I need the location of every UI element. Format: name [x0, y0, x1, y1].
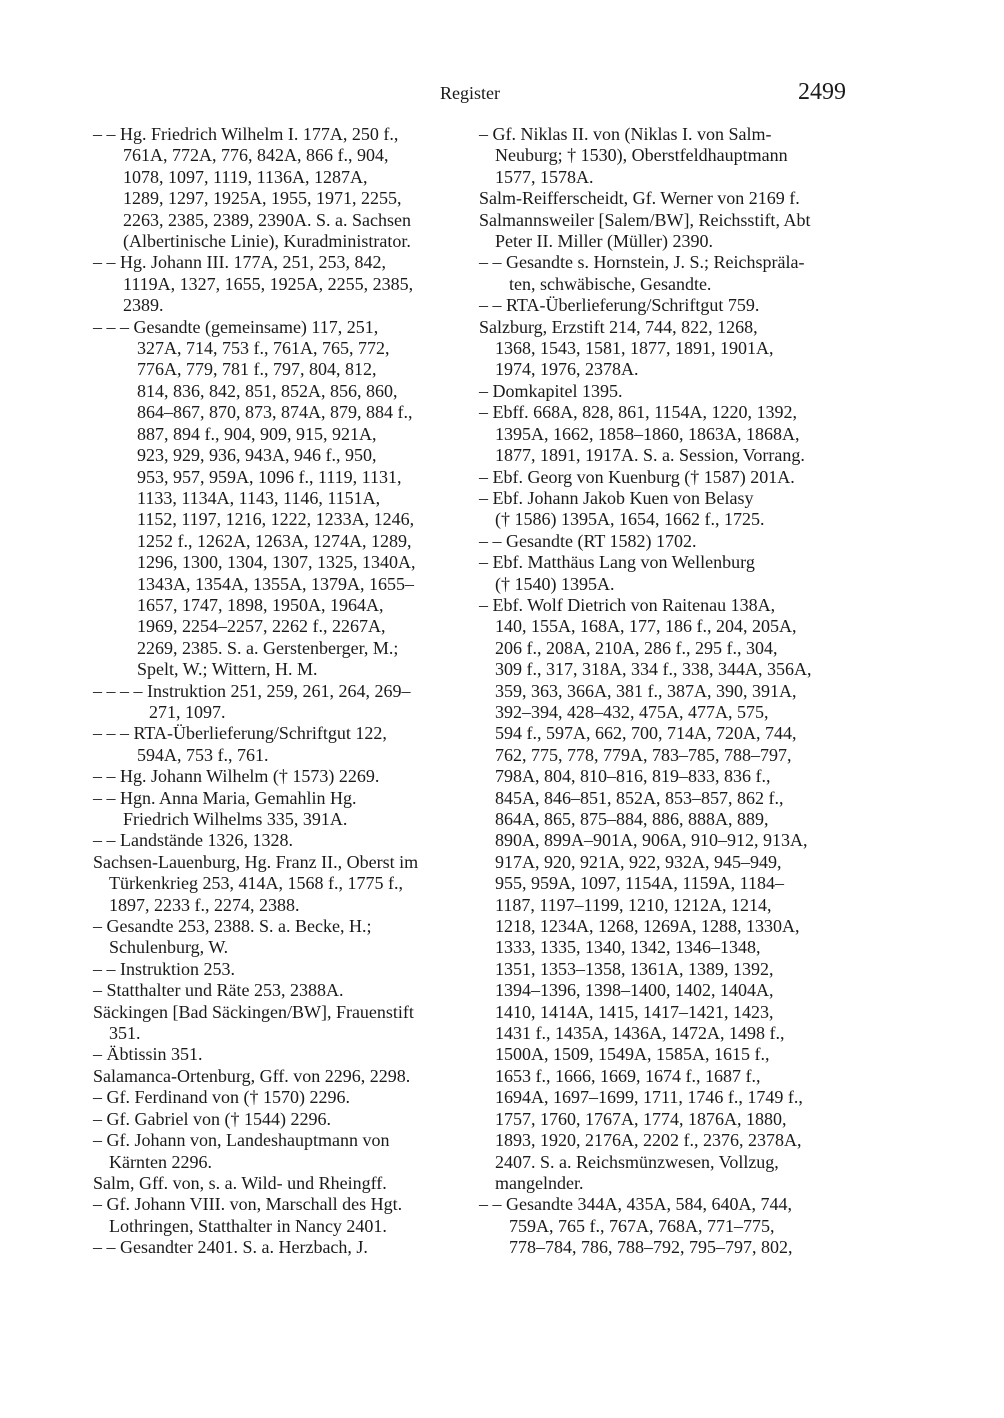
index-entry-continuation-line: 271, 1097.	[149, 701, 226, 722]
index-entry-heading-line: – – Landstände 1326, 1328.	[93, 830, 293, 851]
index-entry-continuation-line: (Albertinische Linie), Kuradministrator.	[123, 231, 411, 252]
index-entry-heading-line: – Ebf. Georg von Kuenburg († 1587) 201A.	[479, 466, 795, 487]
index-entry-heading-line: – Gesandte 253, 2388. S. a. Becke, H.;	[93, 916, 372, 937]
index-column-left	[93, 124, 463, 1259]
index-entry-heading-line: – Ebf. Johann Jakob Kuen von Belasy	[479, 487, 754, 508]
index-entry-continuation-line: Peter II. Miller (Müller) 2390.	[495, 231, 713, 252]
index-entry	[479, 467, 849, 488]
index-entry-continuation-line: 1133, 1134A, 1143, 1146, 1151A,	[137, 487, 381, 508]
index-entry-heading-line: – – – Gesandte (gemeinsame) 117, 251,	[93, 316, 379, 337]
index-entry-continuation-line: 1694A, 1697–1699, 1711, 1746 f., 1749 f.,	[495, 1087, 803, 1108]
index-entry-heading-line: – Domkapitel 1395.	[479, 380, 623, 401]
index-entry-continuation-line: ten, schwäbische, Gesandte.	[509, 273, 712, 294]
index-entry-heading-line: – – Gesandte s. Hornstein, J. S.; Reichspräla-	[479, 252, 805, 273]
index-entry	[93, 681, 463, 724]
index-entry-continuation-line: 1289, 1297, 1925A, 1955, 1971, 2255,	[123, 188, 402, 209]
index-entry-heading-line: Salamanca-Ortenburg, Gff. von 2296, 2298.	[93, 1065, 411, 1086]
index-entry-continuation-line: 1969, 2254–2257, 2262 f., 2267A,	[137, 616, 386, 637]
index-entry-continuation-line: Spelt, W.; Wittern, H. M.	[137, 659, 318, 680]
index-column-right	[479, 124, 849, 1259]
index-entry-continuation-line: 1893, 1920, 2176A, 2202 f., 2376, 2378A,	[495, 1130, 802, 1151]
index-entry	[93, 1130, 463, 1173]
index-entry-heading-line: – Ebf. Matthäus Lang von Wellenburg	[479, 552, 755, 573]
index-entry-continuation-line: 1296, 1300, 1304, 1307, 1325, 1340A,	[137, 552, 416, 573]
index-entry-continuation-line: 864–867, 870, 873, 874A, 879, 884 f.,	[137, 402, 413, 423]
index-entry	[479, 402, 849, 466]
index-entry-continuation-line: 1368, 1543, 1581, 1877, 1891, 1901A,	[495, 338, 774, 359]
index-entry	[479, 252, 849, 295]
index-entry-continuation-line: 762, 775, 778, 779A, 783–785, 788–797,	[495, 744, 792, 765]
index-entry-heading-line: – – Hgn. Anna Maria, Gemahlin Hg.	[93, 787, 357, 808]
index-entry	[93, 1002, 463, 1045]
index-entry-continuation-line: 1119A, 1327, 1655, 1925A, 2255, 2385,	[123, 273, 414, 294]
index-entry	[479, 317, 849, 381]
index-entry	[479, 1194, 849, 1258]
index-entry-continuation-line: 1877, 1891, 1917A. S. a. Session, Vorrang.	[495, 445, 805, 466]
index-entry	[93, 852, 463, 916]
index-entry-continuation-line: 955, 959A, 1097, 1154A, 1159A, 1184–	[495, 873, 784, 894]
index-entry-continuation-line: 798A, 804, 810–816, 819–833, 836 f.,	[495, 766, 771, 787]
index-entry-heading-line: – Gf. Johann von, Landeshauptmann von	[93, 1130, 390, 1151]
index-entry-continuation-line: 1757, 1760, 1767A, 1774, 1876A, 1880,	[495, 1108, 787, 1129]
index-entry-continuation-line: 1657, 1747, 1898, 1950A, 1964A,	[137, 594, 384, 615]
index-entry-continuation-line: 1410, 1414A, 1415, 1417–1421, 1423,	[495, 1001, 774, 1022]
index-entry	[479, 595, 849, 1194]
index-entry	[93, 980, 463, 1001]
index-entry-heading-line: – Äbtissin 351.	[93, 1044, 203, 1065]
index-entry-continuation-line: 814, 836, 842, 851, 852A, 856, 860,	[137, 380, 398, 401]
index-entry-continuation-line: 1187, 1197–1199, 1210, 1212A, 1214,	[495, 894, 772, 915]
index-entry-heading-line: – – Gesandte 344A, 435A, 584, 640A, 744,	[479, 1194, 792, 1215]
index-entry-continuation-line: mangelnder.	[495, 1172, 584, 1193]
index-entry	[479, 552, 849, 595]
index-entry-continuation-line: Friedrich Wilhelms 335, 391A.	[123, 809, 348, 829]
index-entry-continuation-line: 1152, 1197, 1216, 1222, 1233A, 1246,	[137, 509, 415, 530]
index-entry-heading-line: Salm, Gff. von, s. a. Wild- und Rheingff.	[93, 1172, 387, 1193]
index-entry-heading-line: Säckingen [Bad Säckingen/BW], Frauenstift	[93, 1001, 414, 1022]
index-entry	[479, 124, 849, 188]
index-entry-heading-line: – Gf. Gabriel von († 1544) 2296.	[93, 1108, 331, 1129]
index-entry-heading-line: – Gf. Niklas II. von (Niklas I. von Salm-	[479, 124, 772, 144]
index-entry-heading-line: Salm-Reifferscheidt, Gf. Werner von 2169 f.	[479, 188, 800, 209]
index-entry-heading-line: – – Instruktion 253.	[93, 958, 235, 979]
index-entry-heading-line: – – Gesandter 2401. S. a. Herzbach, J.	[93, 1237, 368, 1258]
index-entry-continuation-line: 2263, 2385, 2389, 2390A. S. a. Sachsen	[123, 209, 411, 230]
index-entry-continuation-line: 1218, 1234A, 1268, 1269A, 1288, 1330A,	[495, 916, 800, 937]
index-entry	[93, 766, 463, 787]
index-entry-continuation-line: 1395A, 1662, 1858–1860, 1863A, 1868A,	[495, 423, 800, 444]
index-entry-continuation-line: 776A, 779, 781 f., 797, 804, 812,	[137, 359, 377, 380]
index-entry-continuation-line: 140, 155A, 168A, 177, 186 f., 204, 205A,	[495, 616, 797, 637]
index-entry	[479, 295, 849, 316]
index-entry-heading-line: – Ebff. 668A, 828, 861, 1154A, 1220, 1392,	[479, 402, 797, 423]
index-entry-continuation-line: 778–784, 786, 788–792, 795–797, 802,	[509, 1237, 793, 1258]
index-entry-continuation-line: 1500A, 1509, 1549A, 1585A, 1615 f.,	[495, 1044, 770, 1065]
index-entry-continuation-line: 594A, 753 f., 761.	[137, 744, 269, 765]
index-entry-heading-line: – – – RTA-Überlieferung/Schriftgut 122,	[93, 723, 387, 744]
index-entry	[479, 488, 849, 531]
index-entry-continuation-line: 309 f., 317, 318A, 334 f., 338, 344A, 356A,	[495, 659, 812, 680]
index-entry-continuation-line: 923, 929, 936, 943A, 946 f., 950,	[137, 445, 377, 466]
index-entry	[93, 252, 463, 316]
index-entry-heading-line: Sachsen-Lauenburg, Hg. Franz II., Oberst im	[93, 851, 419, 872]
index-entry	[479, 188, 849, 209]
index-entry	[93, 1109, 463, 1130]
index-entry-continuation-line: 359, 363, 366A, 381 f., 387A, 390, 391A,	[495, 680, 797, 701]
index-entry-continuation-line: 392–394, 428–432, 475A, 477A, 575,	[495, 701, 769, 722]
index-entry-continuation-line: Kärnten 2296.	[109, 1151, 212, 1172]
index-entry-continuation-line: 953, 957, 959A, 1096 f., 1119, 1131,	[137, 466, 402, 487]
index-entry-continuation-line: 1431 f., 1435A, 1436A, 1472A, 1498 f.,	[495, 1023, 785, 1044]
index-entry-continuation-line: 2389.	[123, 295, 164, 316]
index-entry-continuation-line: († 1540) 1395A.	[495, 573, 615, 594]
index-entry-continuation-line: Schulenburg, W.	[109, 937, 229, 958]
index-entry-heading-line: – Statthalter und Räte 253, 2388A.	[93, 980, 344, 1001]
index-entry-heading-line: – Gf. Ferdinand von († 1570) 2296.	[93, 1087, 350, 1108]
index-entry-heading-line: – – Gesandte (RT 1582) 1702.	[479, 530, 697, 551]
index-entry	[93, 1237, 463, 1258]
index-entry-heading-line: – – RTA-Überlieferung/Schriftgut 759.	[479, 295, 760, 316]
index-entry-continuation-line: 890A, 899A–901A, 906A, 910–912, 913A,	[495, 830, 808, 851]
index-entry-heading-line: – – – – Instruktion 251, 259, 261, 264, 269–	[93, 680, 411, 701]
index-entry	[93, 1173, 463, 1194]
index-entry-heading-line: – Gf. Johann VIII. von, Marschall des Hgt.	[93, 1194, 403, 1215]
index-entry-heading-line: – Ebf. Wolf Dietrich von Raitenau 138A,	[479, 594, 776, 615]
index-entry	[93, 959, 463, 980]
index-entry	[93, 723, 463, 766]
index-entry-continuation-line: 206 f., 208A, 210A, 286 f., 295 f., 304,	[495, 637, 778, 658]
index-entry	[479, 381, 849, 402]
index-entry-continuation-line: 845A, 846–851, 852A, 853–857, 862 f.,	[495, 787, 784, 808]
index-entry-continuation-line: 1974, 1976, 2378A.	[495, 359, 639, 380]
index-entry	[93, 317, 463, 681]
index-entry-heading-line: – – Hg. Johann III. 177A, 251, 253, 842,	[93, 252, 386, 273]
index-entry-continuation-line: 759A, 765 f., 767A, 768A, 771–775,	[509, 1215, 775, 1236]
index-entry-continuation-line: 2407. S. a. Reichsmünzwesen, Vollzug,	[495, 1151, 779, 1172]
index-entry-continuation-line: 1252 f., 1262A, 1263A, 1274A, 1289,	[137, 530, 412, 551]
index-entry-continuation-line: († 1586) 1395A, 1654, 1662 f., 1725.	[495, 509, 765, 530]
index-entry	[93, 124, 463, 252]
index-entry	[93, 1194, 463, 1237]
index-entry	[93, 788, 463, 831]
index-entry-continuation-line: 327A, 714, 753 f., 761A, 765, 772,	[137, 338, 390, 359]
index-entry-continuation-line: Türkenkrieg 253, 414A, 1568 f., 1775 f.,	[109, 873, 403, 894]
index-entry-continuation-line: 917A, 920, 921A, 922, 932A, 945–949,	[495, 851, 782, 872]
index-entry	[93, 830, 463, 851]
index-entry	[93, 1066, 463, 1087]
index-entry	[93, 1044, 463, 1065]
index-entry	[479, 531, 849, 552]
index-entry-continuation-line: 1577, 1578A.	[495, 166, 594, 187]
page-number: 2499	[798, 79, 846, 105]
index-entry-continuation-line: 887, 894 f., 904, 909, 915, 921A,	[137, 423, 377, 444]
index-entry-continuation-line: 1394–1396, 1398–1400, 1402, 1404A,	[495, 980, 774, 1001]
running-header-title: Register	[440, 83, 500, 103]
index-entry	[93, 1087, 463, 1108]
index-entry-continuation-line: 1351, 1353–1358, 1361A, 1389, 1392,	[495, 958, 774, 979]
index-entry	[93, 916, 463, 959]
index-entry-heading-line: Salzburg, Erzstift 214, 744, 822, 1268,	[479, 316, 758, 337]
index-entry-continuation-line: Lothringen, Statthalter in Nancy 2401.	[109, 1215, 387, 1236]
index-entry-continuation-line: 1333, 1335, 1340, 1342, 1346–1348,	[495, 937, 761, 958]
index-entry-continuation-line: 351.	[109, 1023, 141, 1044]
index-entry-heading-line: – – Hg. Johann Wilhelm († 1573) 2269.	[93, 766, 380, 787]
index-entry-continuation-line: 864A, 865, 875–884, 886, 888A, 889,	[495, 809, 769, 829]
index-entry-continuation-line: 1897, 2233 f., 2274, 2388.	[109, 894, 300, 915]
index-entry-heading-line: – – Hg. Friedrich Wilhelm I. 177A, 250 f.,	[93, 124, 399, 144]
index-entry-continuation-line: 1653 f., 1666, 1669, 1674 f., 1687 f.,	[495, 1065, 761, 1086]
index-entry	[479, 210, 849, 253]
index-entry-heading-line: Salmannsweiler [Salem/BW], Reichsstift, Abt	[479, 209, 811, 230]
index-entry-continuation-line: Neuburg; † 1530), Oberstfeldhauptmann	[495, 145, 788, 166]
index-entry-continuation-line: 1343A, 1354A, 1355A, 1379A, 1655–	[137, 573, 414, 594]
index-entry-continuation-line: 2269, 2385. S. a. Gerstenberger, M.;	[137, 637, 399, 658]
index-entry-continuation-line: 1078, 1097, 1119, 1136A, 1287A,	[123, 166, 368, 187]
index-entry-continuation-line: 594 f., 597A, 662, 700, 714A, 720A, 744,	[495, 723, 797, 744]
index-entry-continuation-line: 761A, 772A, 776, 842A, 866 f., 904,	[123, 145, 389, 166]
